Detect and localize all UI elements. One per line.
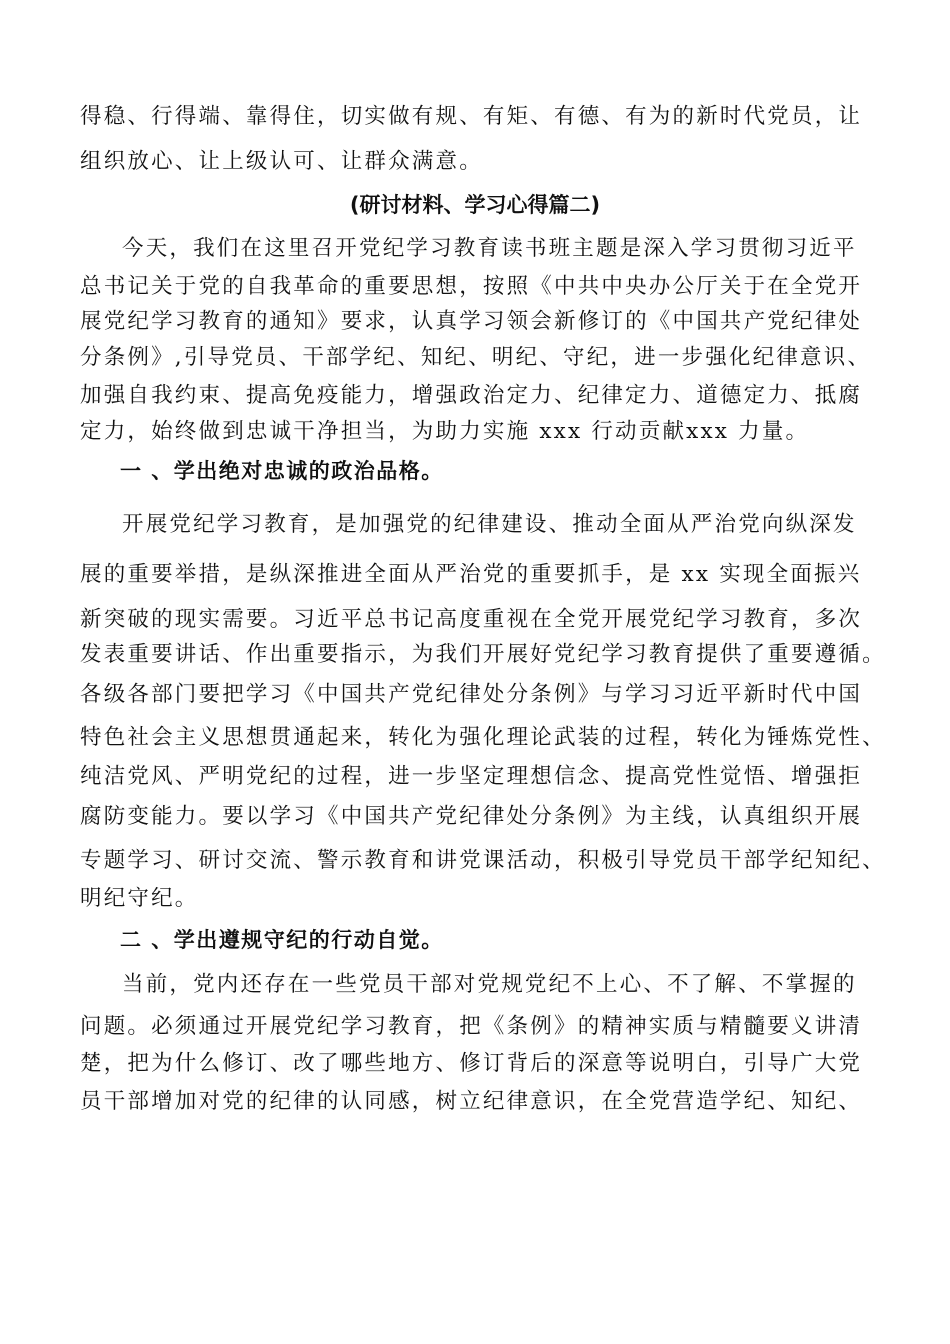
body-text-line: 腐防变能力。要以学习《中国共产党纪律处分条例》为主线，认真组织开展 [80,804,863,829]
body-text-line: 总书记关于党的自我革命的重要思想，按照《中共中央办公厅关于在全党开 [80,274,863,299]
body-text-line: 展的重要举措，是纵深推进全面从严治党的重要抓手，是 xx 实现全面振兴 [80,562,862,587]
body-text-line: 特色社会主义思想贯通起来，转化为强化理论武装的过程，转化为锤炼党性、 [80,725,886,750]
body-text-line: 问题。必须通过开展党纪学习教育，把《条例》的精神实质与精髓要义讲清 [80,1014,863,1039]
body-text-line: 展党纪学习教育的通知》要求，认真学习领会新修订的《中国共产党纪律处 [80,309,863,334]
heading-two: 二 、学出遵规守纪的行动自觉。 [120,928,444,952]
body-text-line: 加强自我约束、提高免疫能力，增强政治定力、纪律定力、道德定力、抵腐 [80,383,863,408]
body-text-line: 分条例》,引导党员、干部学纪、知纪、明纪、守纪，进一步强化纪律意识、 [80,345,872,370]
body-text-line: 定力，始终做到忠诚干净担当，为助力实施 xxx 行动贡献xxx 力量。 [80,419,810,444]
section-title: (研讨材料、学习心得篇二) [349,193,601,217]
body-text-line: 今天，我们在这里召开党纪学习教育读书班主题是深入学习贯彻习近平 [122,236,857,261]
body-text-line: 专题学习、研讨交流、警示教育和讲党课活动，积极引导党员干部学纪知纪、 [80,848,886,873]
body-text-line: 得稳、行得端、靠得住，切实做有规、有矩、有德、有为的新时代党员，让 [80,104,863,129]
body-text-line: 当前，党内还存在一些党员干部对党规党纪不上心、不了解、不掌握的 [122,972,857,997]
body-text-line: 楚，把为什么修订、改了哪些地方、修订背后的深意等说明白，引导广大党 [80,1051,863,1076]
body-text-line: 发表重要讲话、作出重要指示，为我们开展好党纪学习教育提供了重要遵循。 [80,642,886,667]
body-text-line: 组织放心、让上级认可、让群众满意。 [80,149,483,174]
body-text-line: 员干部增加对党的纪律的认同感，树立纪律意识，在全党营造学纪、知纪、 [80,1089,863,1114]
body-text-line: 各级各部门要把学习《中国共产党纪律处分条例》与学习习近平新时代中国 [80,682,863,707]
heading-one: 一 、学出绝对忠诚的政治品格。 [120,459,444,483]
body-text-line: 新突破的现实需要。习近平总书记高度重视在全党开展党纪学习教育，多次 [80,607,863,632]
body-text-line: 纯洁党风、严明党纪的过程，进一步坚定理想信念、提高党性觉悟、增强拒 [80,764,863,789]
body-text-line: 开展党纪学习教育，是加强党的纪律建设、推动全面从严治党向纵深发 [122,512,857,537]
body-text-line: 明纪守纪。 [80,886,199,911]
